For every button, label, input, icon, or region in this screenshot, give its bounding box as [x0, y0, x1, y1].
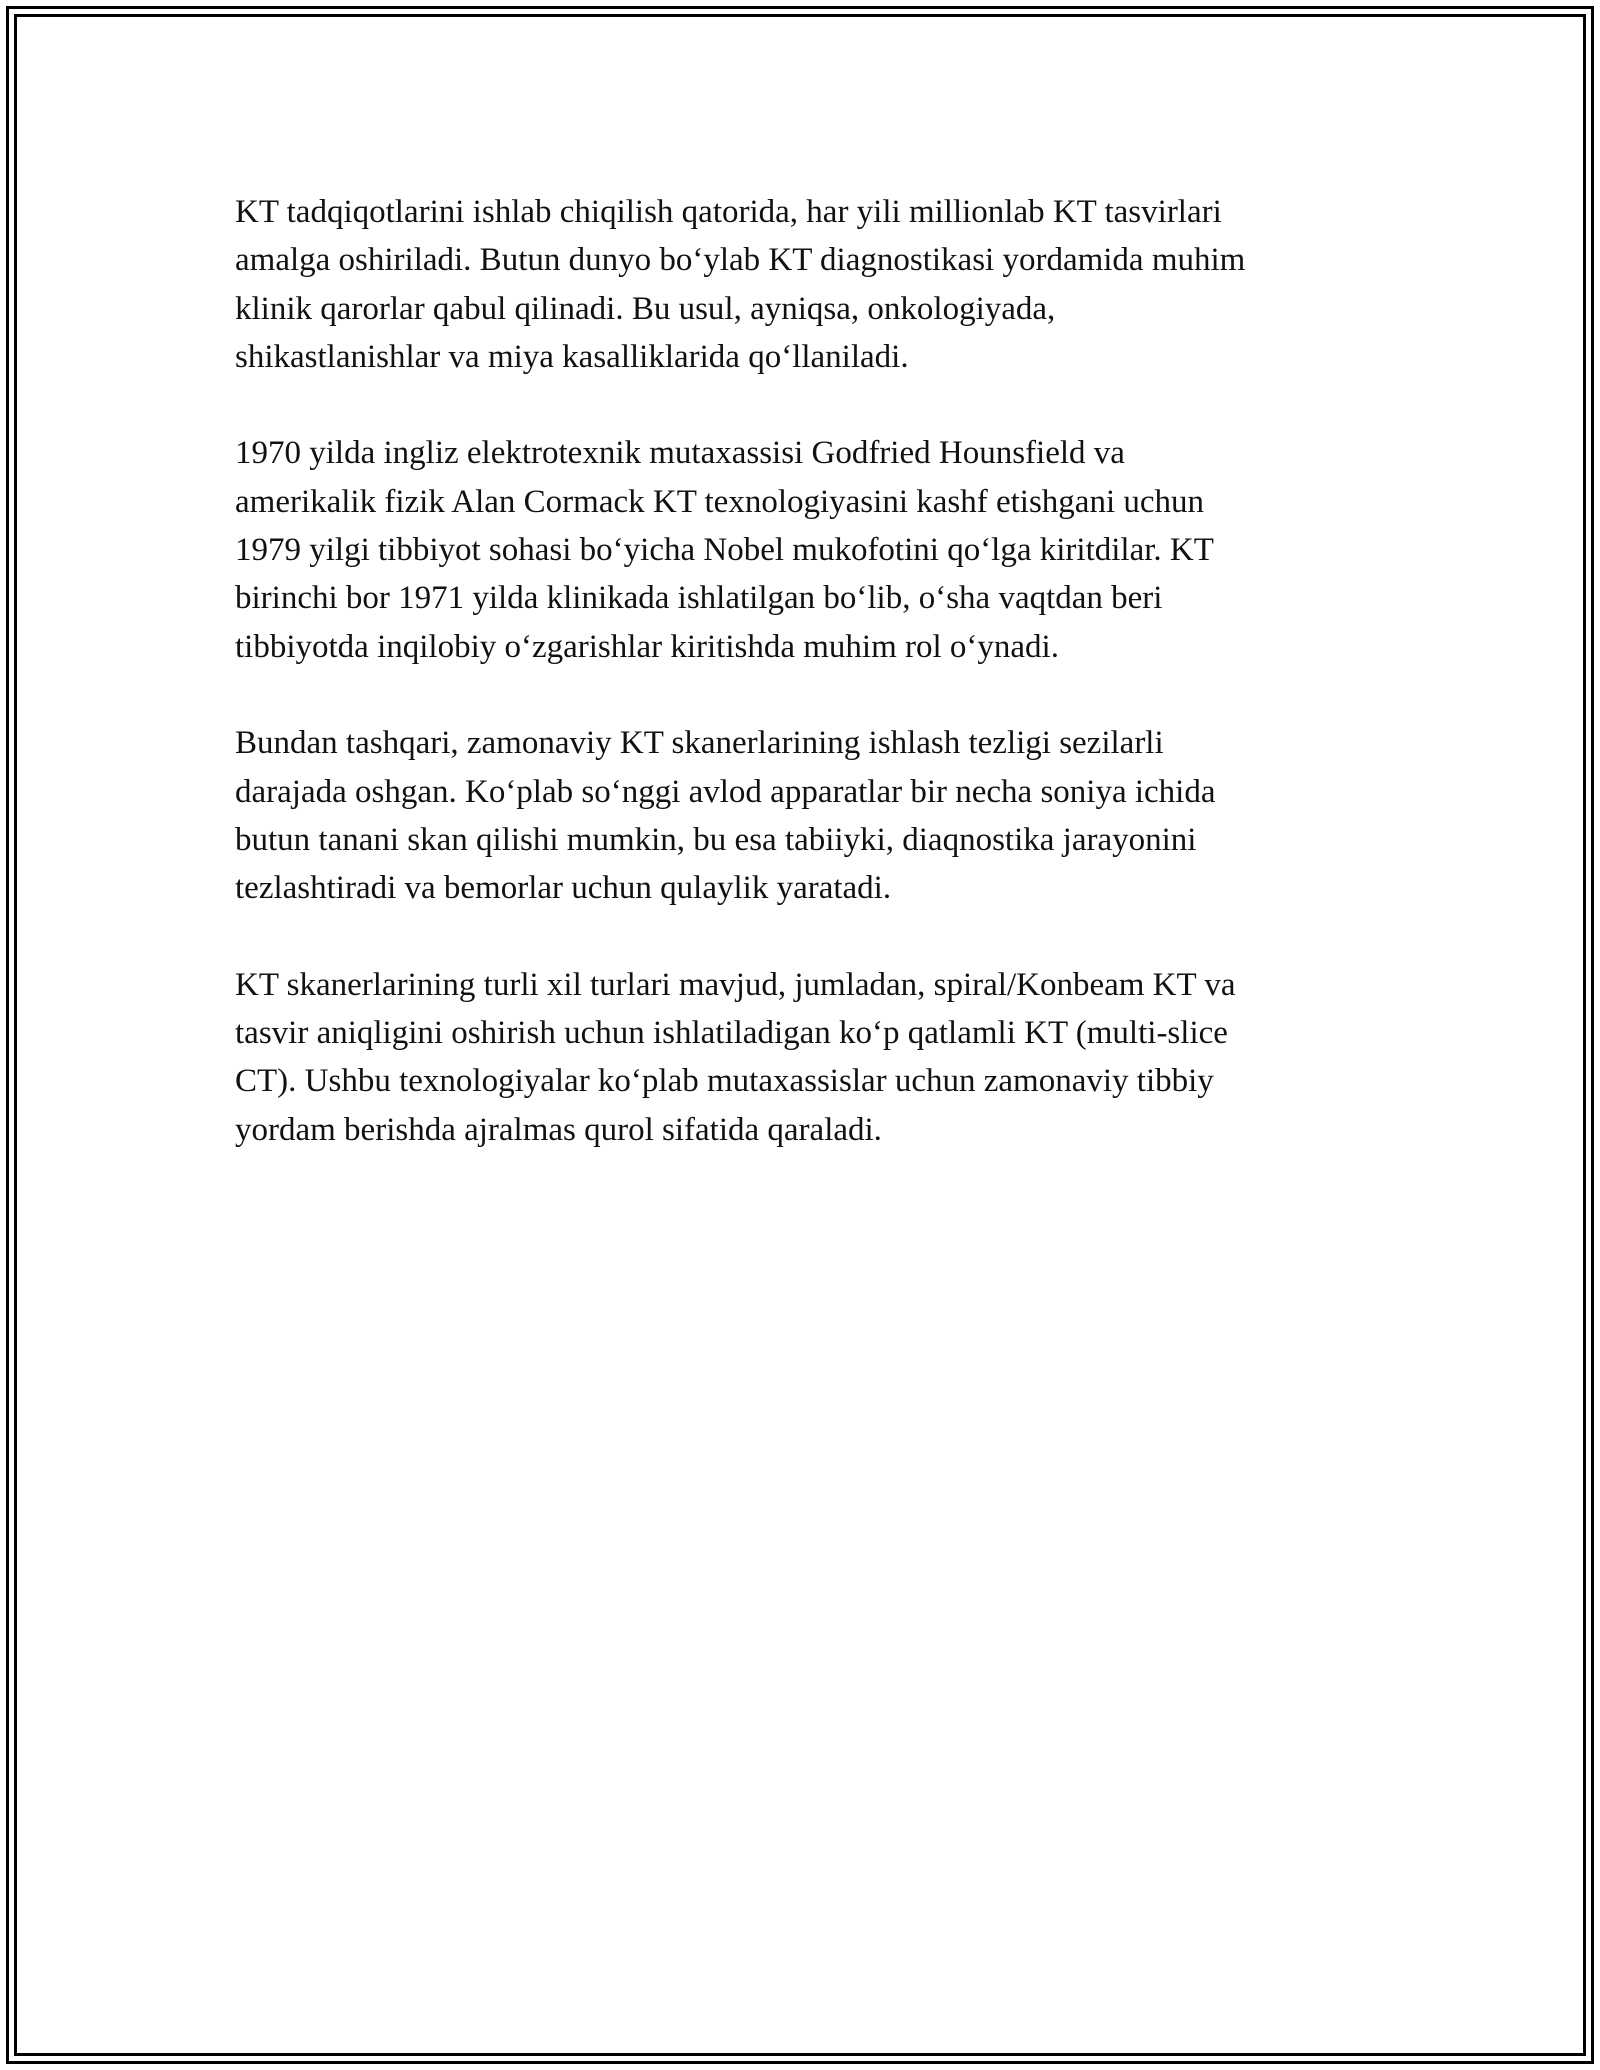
paragraph-2	[235, 429, 1370, 670]
text-line: klinik qarorlar qabul qilinadi. Bu usul, ayniqsa, onkologiyada,	[235, 290, 1056, 327]
text-line: birinchi bor 1971 yilda klinikada ishlatilgan boʻlib, oʻsha vaqtdan beri	[235, 580, 1163, 617]
text-line: Bundan tashqari, zamonaviy KT skanerlarining ishlash tezligi sezilarli	[235, 725, 1164, 762]
text-line: yordam berishda ajralmas qurol sifatida qaraladi.	[235, 1111, 882, 1148]
text-line: tibbiyotda inqilobiy oʻzgarishlar kiritishda muhim rol oʻynadi.	[235, 628, 1059, 665]
text-line: CT). Ushbu texnologiyalar koʻplab mutaxassislar uchun zamonaviy tibbiy	[235, 1063, 1214, 1100]
paragraph-3	[235, 719, 1370, 912]
text-line: amerikalik fizik Alan Cormack KT texnologiyasini kashf etishgani uchun	[235, 483, 1205, 520]
text-line: 1979 yilgi tibbiyot sohasi boʻyicha Nobel mukofotini qoʻlga kiritdilar. KT	[235, 532, 1214, 569]
document-body	[235, 188, 1370, 1202]
text-line: KT tadqiqotlarini ishlab chiqilish qatorida, har yili millionlab KT tasvirlari	[235, 194, 1222, 230]
paragraph-4	[235, 961, 1370, 1154]
text-line: shikastlanishlar va miya kasalliklarida qoʻllaniladi.	[235, 338, 909, 375]
text-line: KT skanerlarining turli xil turlari mavjud, jumladan, spiral/Konbeam KT va	[235, 966, 1236, 1003]
paragraph-1	[235, 188, 1370, 381]
text-line: tezlashtiradi va bemorlar uchun qulaylik yaratadi.	[235, 870, 892, 907]
text-line: 1970 yilda ingliz elektrotexnik mutaxassisi Godfried Hounsfield va	[235, 435, 1125, 472]
text-line: butun tanani skan qilishi mumkin, bu esa tabiiyki, diaqnostika jarayonini	[235, 821, 1197, 858]
text-line: amalga oshiriladi. Butun dunyo boʻylab KT diagnostikasi yordamida muhim	[235, 242, 1246, 279]
text-line: darajada oshgan. Koʻplab soʻnggi avlod apparatlar bir necha soniya ichida	[235, 773, 1216, 810]
text-line: tasvir aniqligini oshirish uchun ishlatiladigan koʻp qatlamli KT (multi-slice	[235, 1015, 1228, 1052]
